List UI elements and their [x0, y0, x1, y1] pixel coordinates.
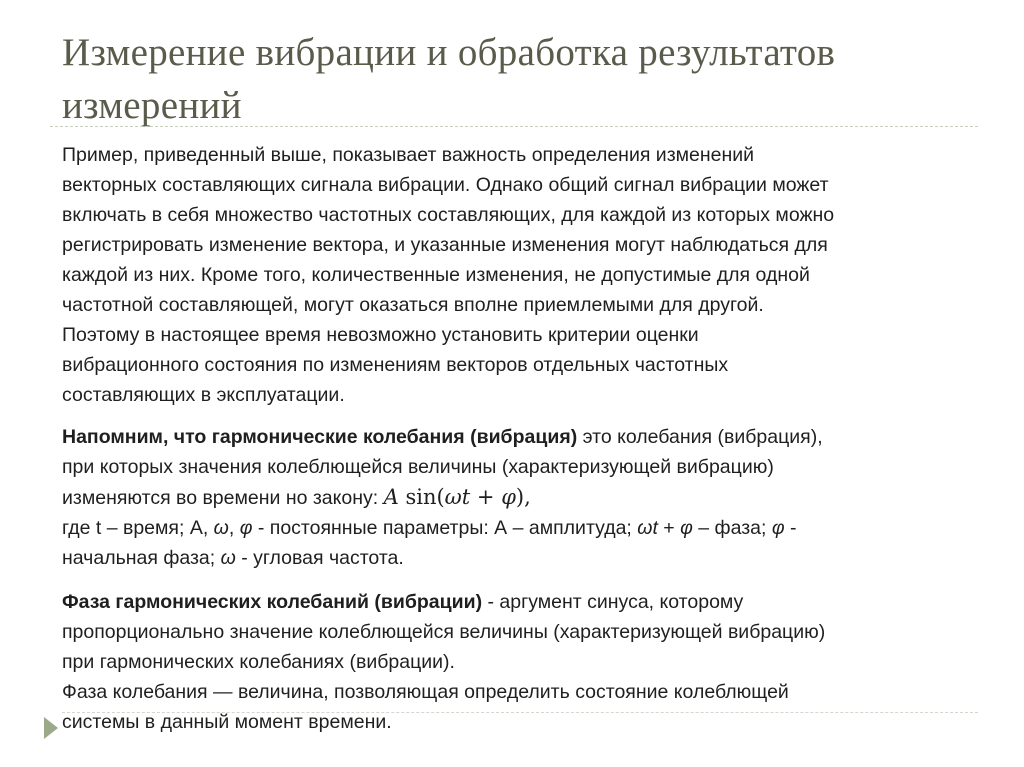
params-text: где t – время; А,: [62, 517, 214, 539]
params-text: – фаза;: [692, 517, 772, 539]
law-text: изменяются во времени но закону:: [62, 487, 384, 509]
formula-close: ),: [515, 485, 531, 509]
params-text: +: [657, 517, 681, 539]
paragraph-2-line-4: [62, 513, 992, 543]
paragraph-3-line-1: [62, 587, 992, 617]
slide-title: [62, 26, 962, 132]
paragraph-2-line-5: [62, 543, 992, 573]
params-text: - постоянные параметры: А – амплитуда;: [252, 517, 638, 539]
paragraph-3-line-5: системы в данный момент времени.: [62, 711, 392, 733]
paragraph-1-line: векторных составляющих сигнала вибрации. Однако общий сигнал вибрации может: [62, 174, 829, 196]
phi-symbol: φ: [680, 517, 693, 539]
paragraph-2: [62, 422, 992, 573]
params-text: - угловая частота.: [235, 547, 404, 569]
slide-body: [62, 140, 992, 737]
bottom-divider: [62, 712, 978, 713]
formula-phi: φ: [501, 485, 516, 509]
paragraph-3: [62, 587, 992, 737]
paragraph-3-line-2: пропорционально значение колеблющейся величины (характеризующей вибрацию): [62, 621, 826, 643]
harmonic-definition-text: это колебания (вибрация),: [577, 426, 823, 448]
paragraph-3-line-3: при гармонических колебаниях (вибрации).: [62, 651, 455, 673]
paragraph-2-line-3: [62, 482, 992, 513]
title-line-1: Измерение вибрации и обработка результатов: [62, 31, 836, 74]
params-text: начальная фаза;: [62, 547, 221, 569]
paragraph-1-line: Поэтому в настоящее время невозможно установить критерии оценки: [62, 324, 699, 346]
paragraph-2-line-1: [62, 422, 992, 452]
play-arrow-icon: [44, 717, 58, 739]
formula: [384, 487, 531, 509]
params-text: -: [784, 517, 797, 539]
paragraph-1-line: включать в себя множество частотных составляющих, для каждой из которых можно: [62, 204, 835, 226]
paragraph-1-line: вибрационного состояния по изменениям векторов отдельных частотных: [62, 354, 729, 376]
paragraph-1-line: регистрировать изменение вектора, и указанные изменения могут наблюдаться для: [62, 234, 828, 256]
formula-plus: +: [470, 485, 502, 509]
phi-symbol: φ: [771, 517, 785, 539]
paragraph-1: [62, 140, 992, 410]
params-text: ,: [228, 517, 240, 539]
phase-definition-term: Фаза гармонических колебаний (вибрации): [62, 591, 483, 613]
omega-symbol: ω: [213, 517, 229, 539]
phase-definition-text: - аргумент синуса, которому: [482, 591, 744, 613]
phi-symbol: φ: [239, 517, 253, 539]
harmonic-definition-term: Напомним, что гармонические колебания (вибрация): [62, 426, 578, 448]
omega-symbol: ω: [220, 547, 236, 569]
formula-omega-t: ωt: [444, 485, 471, 509]
paragraph-1-line: Пример, приведенный выше, показывает важность определения изменений: [62, 144, 755, 166]
paragraph-2-line-2: при которых значения колеблющейся величины (характеризующей вибрацию): [62, 456, 774, 478]
paragraph-3-line-4: Фаза колебания — величина, позволяющая определить состояние колеблющей: [62, 681, 789, 703]
paragraph-1-line: составляющих в эксплуатации.: [62, 384, 345, 406]
formula-sin: sin(: [398, 485, 445, 509]
paragraph-1-line: частотной составляющей, могут оказаться вполне приемлемыми для другой.: [62, 294, 764, 316]
title-divider: [50, 126, 978, 127]
title-line-2: измерений: [62, 84, 242, 127]
formula-amplitude: A: [383, 485, 399, 509]
omega-t-symbol: ωt: [637, 517, 658, 539]
paragraph-1-line: каждой из них. Кроме того, количественные изменения, не допустимые для одной: [62, 264, 810, 286]
